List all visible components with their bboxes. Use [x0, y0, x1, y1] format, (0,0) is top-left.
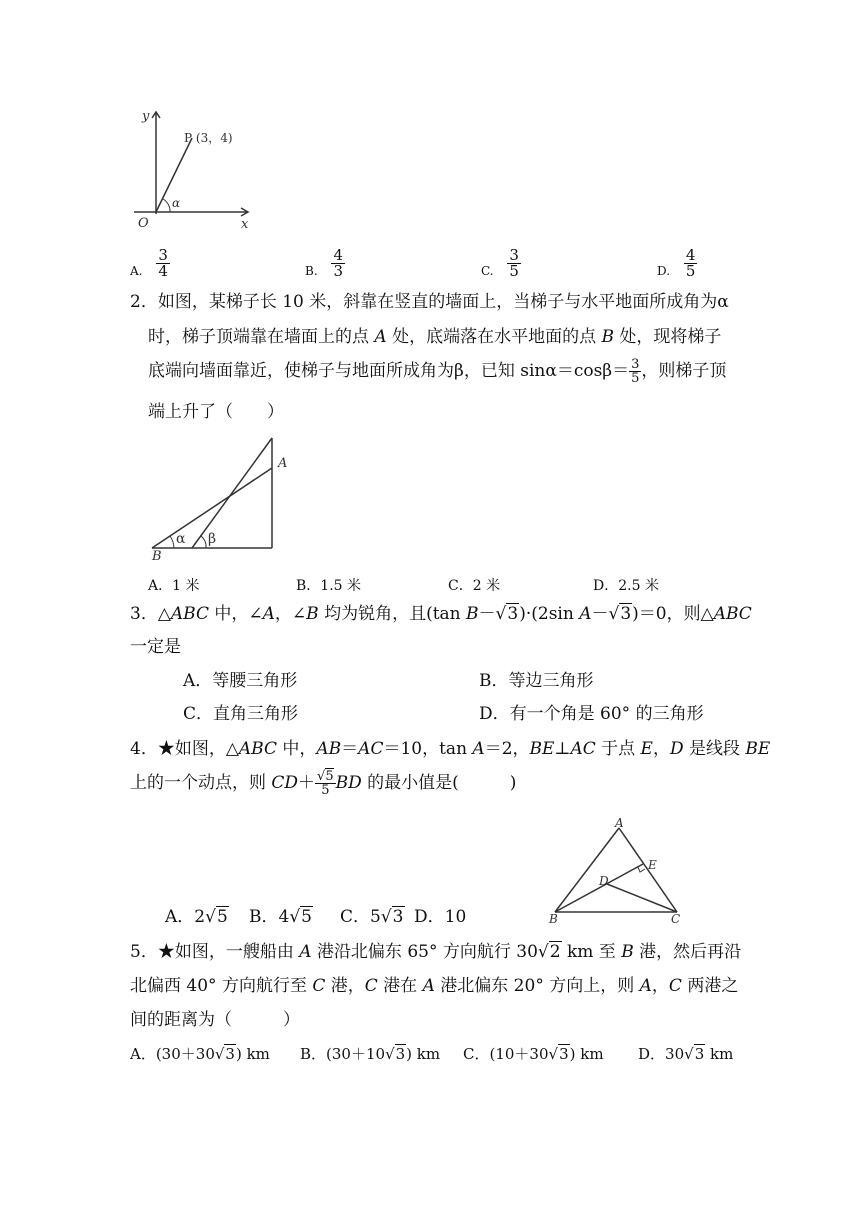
q3-l1i: － — [478, 604, 496, 624]
q5-option-a-radicand: 3 — [225, 1045, 235, 1063]
q4-option-c-key: C．5 — [340, 907, 381, 927]
q3-line-2: 一定是 — [130, 637, 181, 657]
q4-l1e: ＝ — [341, 739, 359, 759]
q2-line-3 — [148, 358, 726, 385]
q2-option-b[interactable]: B．1.5 米 — [296, 578, 362, 594]
figure-triangle — [545, 818, 695, 928]
q4-l1n: E — [640, 739, 653, 759]
q4-option-c-radicand: 3 — [392, 907, 404, 927]
q3-line-1 — [130, 603, 752, 625]
q4-l1i: ＝2， — [484, 739, 530, 759]
q1-option-a-key: A. — [130, 264, 143, 278]
q5-option-b-post: ) km — [406, 1045, 441, 1063]
q3-l1m: － — [591, 604, 609, 624]
q5-l2b: C — [312, 976, 326, 996]
q1-option-d[interactable] — [657, 248, 697, 279]
q1-option-a-num: 3 — [158, 246, 168, 264]
q2-l2b: A — [374, 327, 387, 347]
q4-l1a: 4．★如图，△ — [130, 739, 239, 759]
q2-l3-num: 3 — [631, 357, 640, 372]
q3-l1d: A — [262, 604, 275, 624]
q4-line-1 — [130, 738, 770, 760]
q1-option-b-den: 3 — [333, 262, 344, 280]
q5-l1c: 港沿北偏东 65° 方向航行 30 — [311, 942, 538, 962]
q1-option-c-frac — [507, 248, 521, 279]
q5-l2f: A — [422, 976, 435, 996]
q3-l1p: ABC — [713, 604, 752, 624]
q2-l2a: 时，梯子顶端靠在墙面上的点 — [148, 327, 375, 347]
fig1-y-label: y — [142, 109, 150, 124]
q5-l1f: B — [621, 942, 634, 962]
q4-l1b: ABC — [238, 739, 277, 759]
q4-l1d: AB — [316, 739, 342, 759]
q1-option-d-key: D. — [657, 264, 671, 278]
q5-l2e: 港在 — [377, 976, 423, 996]
q2-l3-frac — [629, 358, 641, 385]
q4-option-b[interactable] — [249, 906, 313, 928]
q5-option-b-sqrt: √3 — [385, 1045, 406, 1063]
q2-line-2 — [148, 326, 721, 348]
q5-l1g: 港，然后再沿 — [633, 942, 742, 962]
q5-option-a-post: ) km — [235, 1045, 270, 1063]
q5-option-a[interactable] — [130, 1043, 270, 1065]
fig4-a-label: A — [615, 818, 624, 830]
q4-l2-den: 5 — [321, 783, 330, 798]
q1-option-b-frac — [331, 248, 345, 279]
q3-sqrt-1: √3 — [495, 604, 519, 624]
q3-option-a[interactable]: A．等腰三角形 — [183, 671, 298, 691]
q2-option-a[interactable]: A．1 米 — [148, 578, 200, 594]
q5-option-d-pre: D．30 — [638, 1045, 685, 1063]
q3-sqrt-2: √3 — [608, 604, 632, 624]
fig1-point-label: P (3，4) — [184, 131, 233, 145]
q2-l2c: 处，底端落在水平地面的点 — [386, 327, 602, 347]
q3-sqrt-2-radicand: 3 — [620, 604, 632, 624]
q4-option-a-radicand: 5 — [216, 907, 228, 927]
q5-option-b[interactable] — [300, 1043, 440, 1065]
q1-option-b-num: 4 — [333, 246, 344, 264]
q5-option-c-pre: C．(10＋30 — [463, 1045, 549, 1063]
q5-option-c[interactable] — [463, 1043, 604, 1065]
q5-l1e: km 至 — [561, 942, 622, 962]
q5-line-1 — [130, 941, 741, 963]
q5-l2j: C — [668, 976, 682, 996]
q1-option-d-den: 5 — [685, 262, 696, 280]
fig4-e-label: E — [648, 858, 657, 872]
fig1-angle-label: α — [172, 196, 181, 210]
fig4-d-label: D — [599, 874, 609, 888]
q5-option-c-post: ) km — [569, 1045, 604, 1063]
q2-l3b: ，则梯子顶 — [641, 361, 727, 381]
q1-option-b[interactable] — [305, 248, 345, 279]
fig1-x-label: x — [241, 217, 249, 232]
figure-ladder — [140, 430, 300, 565]
q5-l2i: ， — [651, 976, 669, 996]
q5-option-c-sqrt: √3 — [548, 1045, 569, 1063]
q1-option-c-den: 5 — [509, 262, 519, 280]
q3-option-b[interactable]: B．等边三角形 — [479, 671, 594, 691]
q3-l1a: 3．△ — [130, 604, 171, 624]
q4-option-d[interactable] — [414, 906, 466, 928]
q4-l1m: 于点 — [595, 739, 641, 759]
q5-option-b-pre: B．(30＋10 — [300, 1045, 386, 1063]
q4-l1f: AC — [358, 739, 384, 759]
q5-l2d: C — [364, 976, 378, 996]
q5-option-d[interactable] — [638, 1043, 733, 1065]
fig1-origin-label: O — [138, 216, 149, 231]
q3-l1f: B — [306, 604, 319, 624]
q5-option-d-post: km — [705, 1045, 734, 1063]
q5-option-a-sqrt: √3 — [214, 1045, 235, 1063]
q1-option-d-num: 4 — [685, 246, 696, 264]
q4-option-a-sqrt: √5 — [205, 907, 228, 927]
q5-sqrt-2-radicand: 2 — [549, 942, 561, 962]
q4-l1j: BE — [529, 739, 555, 759]
q5-l2g: 港北偏东 20° 方向上，则 — [434, 976, 640, 996]
q5-sqrt-2: √2 — [537, 942, 561, 962]
q3-option-c[interactable]: C．直角三角形 — [183, 704, 299, 724]
q4-option-a-key: A．2 — [165, 907, 206, 927]
q2-l2d: B — [601, 327, 614, 347]
q4-l1r: BE — [745, 739, 771, 759]
q2-option-c[interactable]: C．2 米 — [448, 578, 501, 594]
q4-l2c: ＋ — [298, 773, 316, 793]
q2-option-d[interactable]: D．2.5 米 — [593, 578, 659, 594]
q3-l1h: B — [466, 604, 479, 624]
q5-option-b-radicand: 3 — [395, 1045, 406, 1063]
q4-option-b-key: B．4 — [249, 907, 290, 927]
q5-l1b: A — [299, 942, 312, 962]
q5-option-a-pre: A．(30＋30 — [130, 1045, 215, 1063]
q4-l2b: CD — [271, 773, 299, 793]
q4-l1c: 中， — [276, 739, 317, 759]
q4-line-2 — [130, 770, 516, 797]
q5-line-3: 间的距离为（ ） — [130, 1010, 300, 1030]
q3-l1c: 中，∠ — [208, 604, 263, 624]
q1-option-c[interactable] — [481, 248, 521, 279]
fig4-c-label: C — [671, 912, 681, 926]
q1-option-a-den: 4 — [158, 262, 168, 280]
q1-option-d-frac — [684, 248, 698, 279]
q4-l1o: ， — [652, 739, 670, 759]
q3-l1k: )·(2sin — [519, 604, 580, 624]
q1-option-c-num: 3 — [509, 246, 519, 264]
fig2-b-label: B — [152, 549, 162, 564]
q1-option-a[interactable] — [130, 248, 170, 279]
q1-option-a-frac — [156, 248, 170, 279]
q5-option-d-sqrt: √3 — [684, 1045, 705, 1063]
q4-option-c-sqrt: √3 — [380, 907, 404, 927]
q2-l3a: 底端向墙面靠近，使梯子与地面所成角为β，已知 sinα＝cosβ＝ — [148, 361, 630, 381]
q2-line-1: 2．如图，某梯子长 10 米，斜靠在竖直的墙面上，当梯子与水平地面所成角为α — [130, 292, 729, 312]
q4-l1h: A — [472, 739, 485, 759]
fig4-b-label: B — [549, 912, 558, 926]
q4-l2a: 上的一个动点，则 — [130, 773, 272, 793]
q5-option-d-radicand: 3 — [694, 1045, 705, 1063]
q4-l2-num: √5 — [317, 769, 334, 784]
q1-option-b-key: B. — [305, 264, 318, 278]
figure-coordinate-angle — [128, 104, 258, 234]
q3-option-d[interactable]: D．有一个角是 60° 的三角形 — [479, 704, 704, 724]
q3-l1b: ABC — [170, 604, 209, 624]
q5-option-c-radicand: 3 — [559, 1045, 569, 1063]
q5-l2k: 两港之 — [681, 976, 739, 996]
q4-option-d-key: D．10 — [414, 907, 467, 927]
q2-l2e: 处，现将梯子 — [614, 327, 722, 347]
q4-option-a[interactable] — [165, 906, 229, 928]
q3-l1g: 均为锐角，且(tan — [318, 604, 467, 624]
q4-l1l: AC — [570, 739, 596, 759]
q4-option-b-sqrt: √5 — [289, 907, 312, 927]
q4-l1q: 是线段 — [683, 739, 746, 759]
q3-l1l: A — [579, 604, 592, 624]
q5-line-2 — [130, 975, 738, 997]
q4-l2d: BD — [335, 773, 362, 793]
q3-sqrt-1-radicand: 3 — [507, 604, 519, 624]
q5-l2h: A — [639, 976, 652, 996]
q4-l2e: 的最小值是( ) — [361, 773, 517, 793]
q4-l1k: ⊥ — [554, 739, 571, 759]
q4-l2-frac — [315, 770, 336, 797]
q2-line-4: 端上升了（ ） — [148, 402, 284, 422]
q2-l3-den: 5 — [631, 371, 640, 386]
q5-l2a: 北偏西 40° 方向航行至 — [130, 976, 313, 996]
q3-l1e: ，∠ — [274, 604, 307, 624]
q4-l2-num-radicand: 5 — [325, 769, 334, 784]
q1-option-c-key: C. — [481, 264, 494, 278]
fig2-beta-label: β — [208, 531, 217, 547]
fig2-alpha-label: α — [176, 531, 186, 547]
q5-l1a: 5．★如图，一艘船由 — [130, 942, 300, 962]
q3-l1o: )＝0，则△ — [632, 604, 714, 624]
fig2-a-label: A — [278, 456, 288, 471]
q4-option-b-radicand: 5 — [301, 907, 312, 927]
q5-l2c: 港， — [325, 976, 365, 996]
q4-l1g: ＝10，tan — [383, 739, 473, 759]
q4-option-c[interactable] — [340, 906, 405, 928]
q4-l1p: D — [669, 739, 684, 759]
